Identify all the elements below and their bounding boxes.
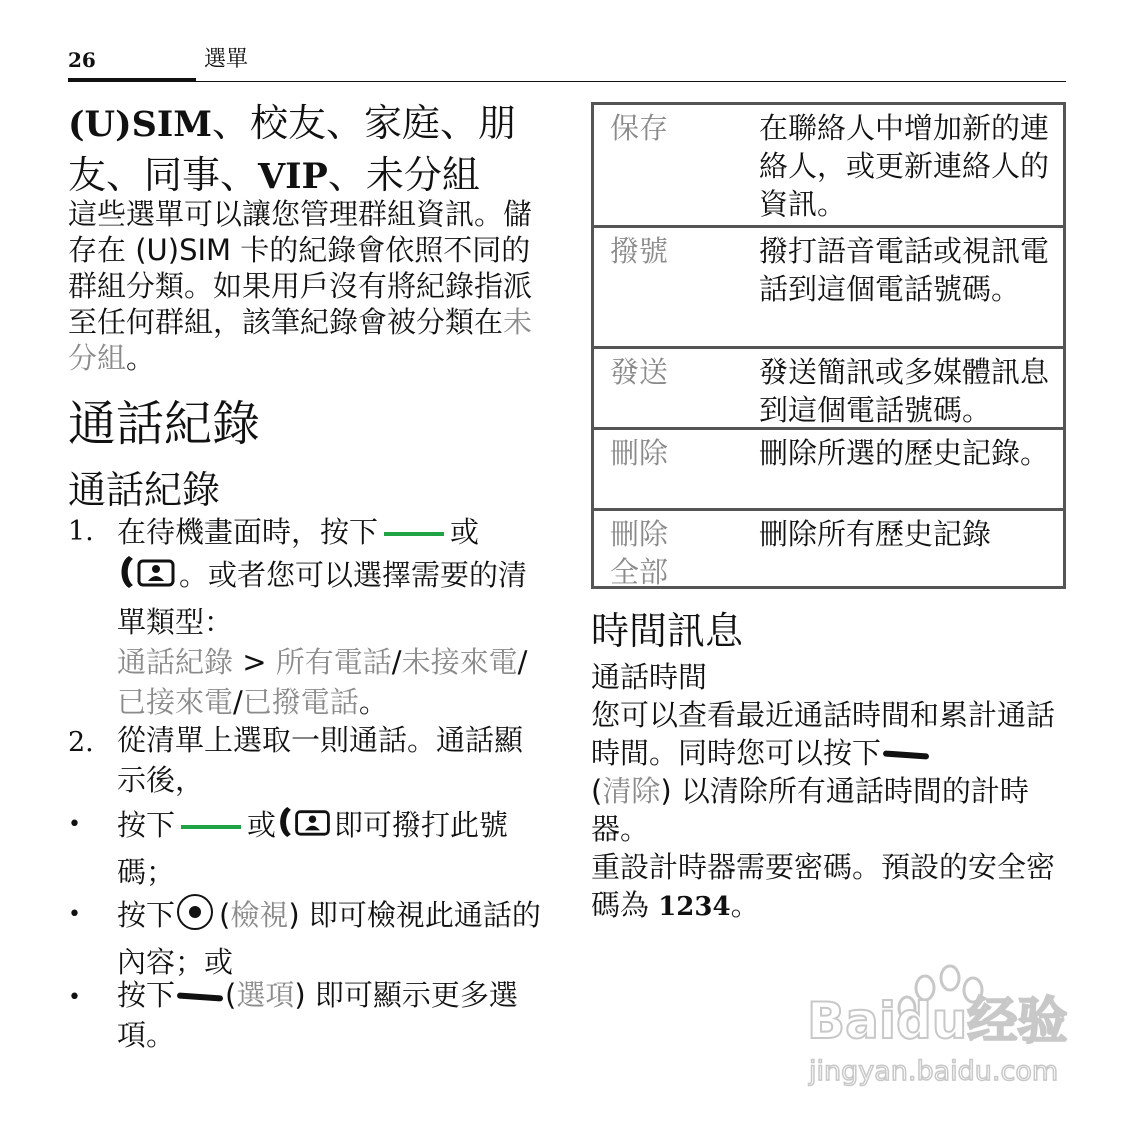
- vip-label: VIP: [258, 156, 328, 197]
- menu-options-table: [591, 102, 1066, 589]
- baidu-jingyan-watermark: [805, 960, 1070, 1090]
- watermark-url: jingyan.baidu.com: [809, 1056, 1059, 1087]
- table-label: 刪除: [610, 436, 669, 470]
- bullet-2-mark: •: [68, 902, 81, 927]
- table-row: [594, 511, 1063, 589]
- time-info-body: 您可以查看最近通話時間和累計通話時間。同時您可以按下 (清除) 以清除所有通話時間的計時器。 重設計時器需要密碼。預設的安全密碼為 1234。: [591, 698, 1056, 922]
- ungrouped-link: 未分組: [68, 305, 533, 375]
- bullet-3-mark: •: [68, 985, 81, 1010]
- table-label: 發送: [610, 355, 669, 389]
- table-label: 刪除全部: [610, 517, 669, 589]
- video-call-key-icon: [276, 802, 334, 852]
- step-1-number: 1.: [68, 516, 94, 547]
- call-log-heading: 通話紀錄: [68, 396, 261, 452]
- step-2-number: 2.: [68, 727, 94, 758]
- groups-description: 這些選單可以讓您管理群組資訊。儲存在 (U)SIM 卡的紀錄會依照不同的群組分類。如果用戶沒有將紀錄指派至任何群組，該筆紀錄會被分類在未分組。: [68, 197, 533, 375]
- table-label: 保存: [610, 111, 669, 145]
- time-info-heading: 時間訊息: [591, 609, 744, 653]
- header-title: 選單: [204, 47, 249, 72]
- page-number: 26: [68, 48, 96, 72]
- groups-heading: (U)SIM、校友、家庭、朋友、同事、VIP、未分組: [68, 101, 517, 197]
- usim-label: (U)SIM: [68, 104, 213, 145]
- table-label: 撥號: [610, 234, 669, 268]
- center-nav-key-icon: [175, 892, 215, 942]
- header-rule: [196, 81, 1066, 82]
- call-time-subheading: 通話時間: [591, 660, 708, 694]
- view-key-label: 檢視: [230, 898, 289, 932]
- header-rule-thick: [68, 78, 196, 82]
- call-log-subheading: 通話紀錄: [68, 468, 221, 512]
- soft-key-icon: [177, 992, 223, 1001]
- bullet-2-text: 按下 (檢視) 即可檢視此通話的內容；或: [117, 892, 547, 982]
- step-2-text: 從清單上選取一則通話。通話顯示後，: [117, 723, 524, 797]
- table-row: [594, 430, 1063, 508]
- video-call-key-icon: [117, 552, 179, 602]
- table-row: [594, 105, 1063, 225]
- green-call-key-icon: [384, 532, 444, 536]
- bullet-3-text: 按下 (選項) 即可顯示更多選項。: [117, 978, 518, 1052]
- options-key-label: 選項: [236, 978, 295, 1012]
- soft-key-icon: [883, 750, 929, 759]
- step-1-text: 在待機畫面時，按下 或 。或者您可以選擇需要的清單類型： 通話紀錄 > 所有電話/未接來電/已接來電/已撥電話。: [117, 515, 528, 719]
- green-call-key-icon: [181, 825, 241, 829]
- table-desc: 刪除所選的歷史記錄。: [759, 436, 1050, 470]
- table-desc: 發送簡訊或多媒體訊息到這個電話號碼。: [759, 355, 1050, 427]
- table-row: [594, 349, 1063, 427]
- table-desc: 刪除所有歷史記錄: [759, 517, 992, 551]
- table-desc: 在聯絡人中增加新的連絡人，或更新連絡人的資訊。: [759, 111, 1050, 221]
- bullet-1-mark: •: [68, 812, 81, 837]
- table-row: [594, 228, 1063, 346]
- table-desc: 撥打語音電話或視訊電話到這個電話號碼。: [759, 234, 1050, 306]
- default-password: 1234: [658, 892, 731, 922]
- bullet-1-text: 按下 或 即可撥打此號碼；: [117, 802, 547, 892]
- watermark-logo-text: Baidu经验: [807, 992, 1068, 1050]
- clear-key-label: 清除: [602, 774, 661, 808]
